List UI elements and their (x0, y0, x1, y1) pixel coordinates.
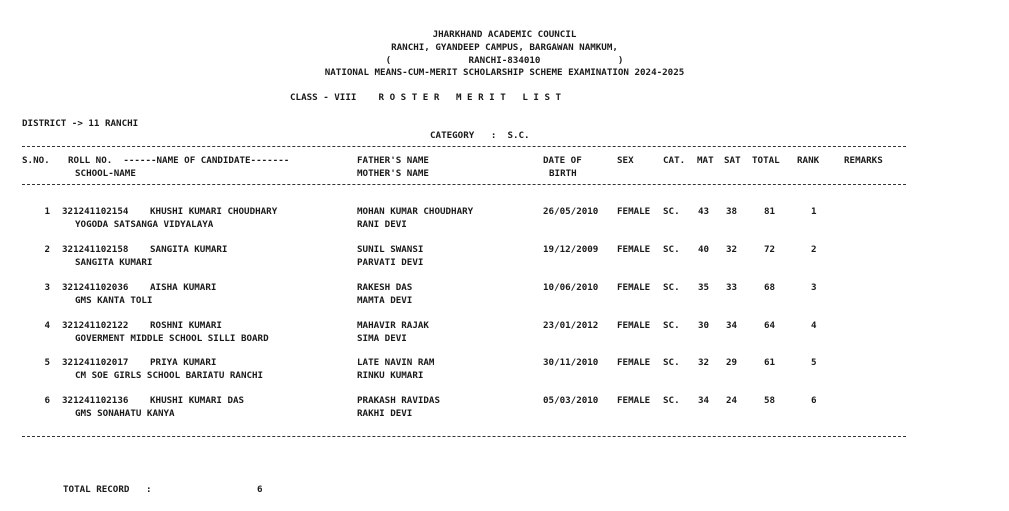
row-mother: SIMA DEVI (357, 333, 407, 344)
row-father: RAKESH DAS (357, 282, 413, 293)
row-roll: 321241102017 (62, 357, 129, 368)
row-father: SUNIL SWANSI (357, 244, 424, 255)
row-mother: MAMTA DEVI (357, 295, 413, 306)
row-father: LATE NAVIN RAM (357, 357, 435, 368)
category-label: CATEGORY : S.C. (430, 130, 530, 141)
row-sex: FEMALE (617, 395, 651, 406)
total-record-value: 6 (257, 484, 263, 495)
row-sat: 38 (726, 206, 738, 217)
row-sno: 1 (44, 206, 50, 217)
row-sex: FEMALE (617, 244, 651, 255)
row-name: KHUSHI KUMARI DAS (150, 395, 245, 406)
divider-bottom (22, 436, 906, 437)
row-cat: SC. (663, 206, 680, 217)
row-sat: 32 (726, 244, 738, 255)
row-total: 81 (764, 206, 776, 217)
row-father: MAHAVIR RAJAK (357, 320, 429, 331)
row-mat: 32 (698, 357, 710, 368)
row-mat: 34 (698, 395, 710, 406)
total-record-label: TOTAL RECORD : (63, 484, 152, 495)
row-mat: 30 (698, 320, 710, 331)
row-rank: 6 (811, 395, 817, 406)
row-mother: RANI DEVI (357, 219, 407, 230)
col-roll-name: ROLL NO. ------NAME OF CANDIDATE------- (68, 155, 290, 166)
row-school: YOGODA SATSANGA VIDYALAYA (75, 219, 214, 230)
col-sat: SAT (724, 155, 741, 166)
col-father: FATHER'S NAME (357, 155, 429, 166)
class-list-title: CLASS - VIII R O S T E R M E R I T L I S T (290, 92, 562, 103)
row-sno: 3 (44, 282, 50, 293)
row-school: GMS SONAHATU KANYA (75, 408, 175, 419)
row-mat: 35 (698, 282, 710, 293)
row-sat: 29 (726, 357, 738, 368)
row-rank: 4 (811, 320, 817, 331)
row-sex: FEMALE (617, 282, 651, 293)
row-roll: 321241102036 (62, 282, 129, 293)
row-dob: 23/01/2012 (543, 320, 599, 331)
district-label: DISTRICT -> 11 RANCHI (22, 118, 139, 129)
row-father: MOHAN KUMAR CHOUDHARY (357, 206, 474, 217)
col-sex: SEX (617, 155, 634, 166)
exam-title: NATIONAL MEANS-CUM-MERIT SCHOLARSHIP SCHEME EXAMINATION 2024-2025 (324, 67, 685, 78)
row-sno: 5 (44, 357, 50, 368)
col-rank: RANK (797, 155, 820, 166)
col-sno: S.NO. (22, 155, 50, 166)
row-name: KHUSHI KUMARI CHOUDHARY (150, 206, 278, 217)
col-total: TOTAL (752, 155, 780, 166)
row-father: PRAKASH RAVIDAS (357, 395, 440, 406)
row-total: 64 (764, 320, 776, 331)
row-dob: 30/11/2010 (543, 357, 599, 368)
col-mother: MOTHER'S NAME (357, 168, 429, 179)
row-name: AISHA KUMARI (150, 282, 217, 293)
col-school: SCHOOL-NAME (75, 168, 136, 179)
row-sno: 2 (44, 244, 50, 255)
row-roll: 321241102136 (62, 395, 129, 406)
row-roll: 321241102122 (62, 320, 129, 331)
row-dob: 10/06/2010 (543, 282, 599, 293)
row-dob: 05/03/2010 (543, 395, 599, 406)
row-school: GOVERMENT MIDDLE SCHOOL SILLI BOARD (75, 333, 269, 344)
col-cat: CAT. (663, 155, 686, 166)
row-rank: 3 (811, 282, 817, 293)
row-sat: 24 (726, 395, 738, 406)
row-cat: SC. (663, 395, 680, 406)
row-rank: 2 (811, 244, 817, 255)
row-sex: FEMALE (617, 357, 651, 368)
row-sat: 33 (726, 282, 738, 293)
row-name: PRIYA KUMARI (150, 357, 217, 368)
row-sat: 34 (726, 320, 738, 331)
row-school: CM SOE GIRLS SCHOOL BARIATU RANCHI (75, 370, 264, 381)
row-sex: FEMALE (617, 320, 651, 331)
row-roll: 321241102154 (62, 206, 129, 217)
row-total: 61 (764, 357, 776, 368)
row-school: GMS KANTA TOLI (75, 295, 153, 306)
row-mother: RAKHI DEVI (357, 408, 413, 419)
col-remarks: REMARKS (844, 155, 883, 166)
row-mat: 40 (698, 244, 710, 255)
row-school: SANGITA KUMARI (75, 257, 153, 268)
council-address: RANCHI, GYANDEEP CAMPUS, BARGAWAN NAMKUM, (391, 42, 618, 53)
row-rank: 1 (811, 206, 817, 217)
row-cat: SC. (663, 357, 680, 368)
row-sno: 6 (44, 395, 50, 406)
divider-header (22, 184, 906, 185)
row-name: SANGITA KUMARI (150, 244, 228, 255)
col-dob-2: BIRTH (549, 168, 577, 179)
row-roll: 321241102158 (62, 244, 129, 255)
col-mat: MAT (697, 155, 714, 166)
row-total: 68 (764, 282, 776, 293)
row-mother: PARVATI DEVI (357, 257, 424, 268)
divider-top (22, 146, 906, 147)
row-total: 72 (764, 244, 776, 255)
row-sno: 4 (44, 320, 50, 331)
council-pincode: ( RANCHI-834010 ) (385, 55, 624, 66)
row-total: 58 (764, 395, 776, 406)
row-mother: RINKU KUMARI (357, 370, 424, 381)
row-cat: SC. (663, 282, 680, 293)
row-name: ROSHNI KUMARI (150, 320, 222, 331)
row-mat: 43 (698, 206, 710, 217)
row-sex: FEMALE (617, 206, 651, 217)
row-rank: 5 (811, 357, 817, 368)
row-cat: SC. (663, 320, 680, 331)
row-dob: 26/05/2010 (543, 206, 599, 217)
col-dob: DATE OF (543, 155, 582, 166)
council-name: JHARKHAND ACADEMIC COUNCIL (432, 29, 577, 40)
row-cat: SC. (663, 244, 680, 255)
row-dob: 19/12/2009 (543, 244, 599, 255)
